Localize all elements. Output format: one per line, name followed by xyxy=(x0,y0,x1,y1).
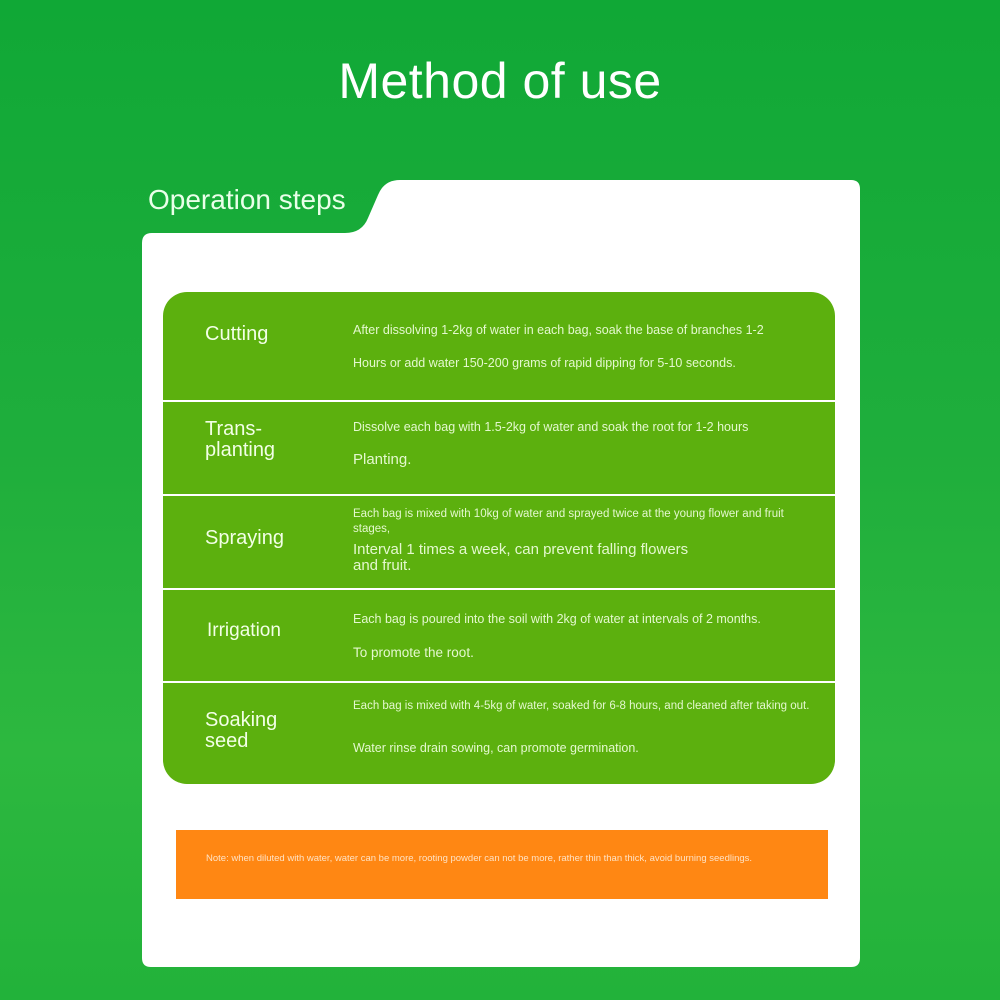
step-line-2: Water rinse drain sowing, can promote germination. xyxy=(353,741,639,755)
step-name: Soaking seed xyxy=(205,709,278,752)
step-row-irrigation xyxy=(163,590,835,682)
step-name: Spraying xyxy=(205,527,284,549)
step-line-1: Each bag is mixed with 10kg of water and sprayed twice at the young flower and fruit stages, xyxy=(353,508,784,535)
step-line-2: Hours or add water 150-200 grams of rapid dipping for 5-10 seconds. xyxy=(353,356,736,370)
step-line-1: After dissolving 1-2kg of water in each bag, soak the base of branches 1-2 xyxy=(353,323,764,337)
step-row-spraying xyxy=(163,496,835,588)
note-text: Note: when diluted with water, water can be more, rooting powder can not be more, rather thin than thick, avoid burning seedlings. xyxy=(206,853,753,864)
step-row-transplanting xyxy=(163,402,835,494)
step-name: Trans- planting xyxy=(205,418,276,461)
step-line-1: Dissolve each bag with 1.5-2kg of water and soak the root for 1-2 hours xyxy=(353,420,749,434)
step-line-2: To promote the root. xyxy=(353,645,474,660)
step-row-cutting xyxy=(163,292,835,400)
steps-panel xyxy=(163,292,835,784)
step-line-1: Each bag is mixed with 4-5kg of water, soaked for 6-8 hours, and cleaned after taking out. xyxy=(353,700,810,712)
step-row-soaking-seed xyxy=(163,683,835,784)
tab-label: Operation steps xyxy=(148,184,346,215)
page-title: Method of use xyxy=(338,53,662,109)
step-name: Cutting xyxy=(205,323,269,345)
note-box xyxy=(176,830,828,899)
step-line-1: Each bag is poured into the soil with 2kg of water at intervals of 2 months. xyxy=(353,612,761,626)
step-name: Irrigation xyxy=(207,620,281,641)
step-line-2: Interval 1 times a week, can prevent falling flowers and fruit. xyxy=(353,541,689,574)
step-line-2: Planting. xyxy=(353,451,412,468)
